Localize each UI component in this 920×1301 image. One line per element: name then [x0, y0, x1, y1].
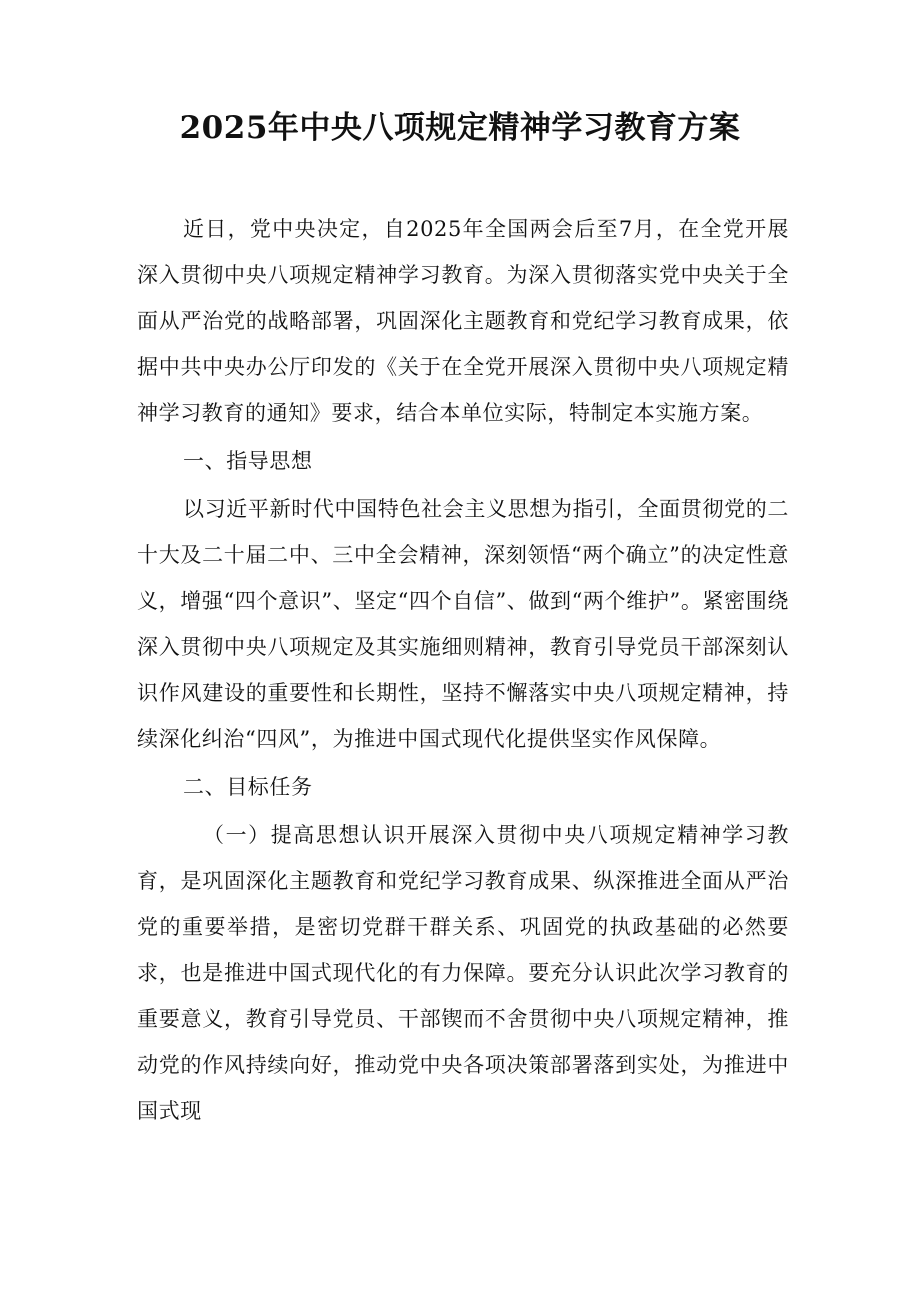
section-heading-goals-tasks: 二、目标任务: [183, 775, 313, 799]
guiding-ideology-paragraph: 以习近平新时代中国特色社会主义思想为指引，全面贯彻党的二十大及二十届二中、三中全会精神，深刻领悟“两个确立”的决定性意义，增强“四个意识”、坚定“四个自信”、做到“两个维护”。紧密围绕深入贯彻中央八项规定及其实施细则精神，教育引导党员干部深刻认识作风建设的重要性和长期性，坚持不懈落实中央八项规定精神，持续深化纠治“四风”，为推进中国式现代化提供坚实作风保障。: [137, 497, 789, 751]
section-heading-guiding-ideology: 一、指导思想: [183, 449, 313, 473]
intro-paragraph: 近日，党中央决定，自2025年全国两会后至7月，在全党开展深入贯彻中央八项规定精神学习教育。为深入贯彻落实党中央关于全面从严治党的战略部署，巩固深化主题教育和党纪学习教育成果，依据中共中央办公厅印发的《关于在全党开展深入贯彻中央八项规定精神学习教育的通知》要求，结合本单位实际，特制定本实施方案。: [137, 217, 789, 425]
document-title: 2025年中央八项规定精神学习教育方案: [179, 110, 741, 146]
goals-item-1-paragraph: （一）提高思想认识开展深入贯彻中央八项规定精神学习教育，是巩固深化主题教育和党纪学习教育成果、纵深推进全面从严治党的重要举措，是密切党群干群关系、巩固党的执政基础的必然要求，也是推进中国式现代化的有力保障。要充分认识此次学习教育的重要意义，教育引导党员、干部锲而不舍贯彻中央八项规定精神，推动党的作风持续向好，推动党中央各项决策部署落到实处，为推进中国式现: [137, 823, 789, 1123]
document-body: [137, 206, 789, 1134]
